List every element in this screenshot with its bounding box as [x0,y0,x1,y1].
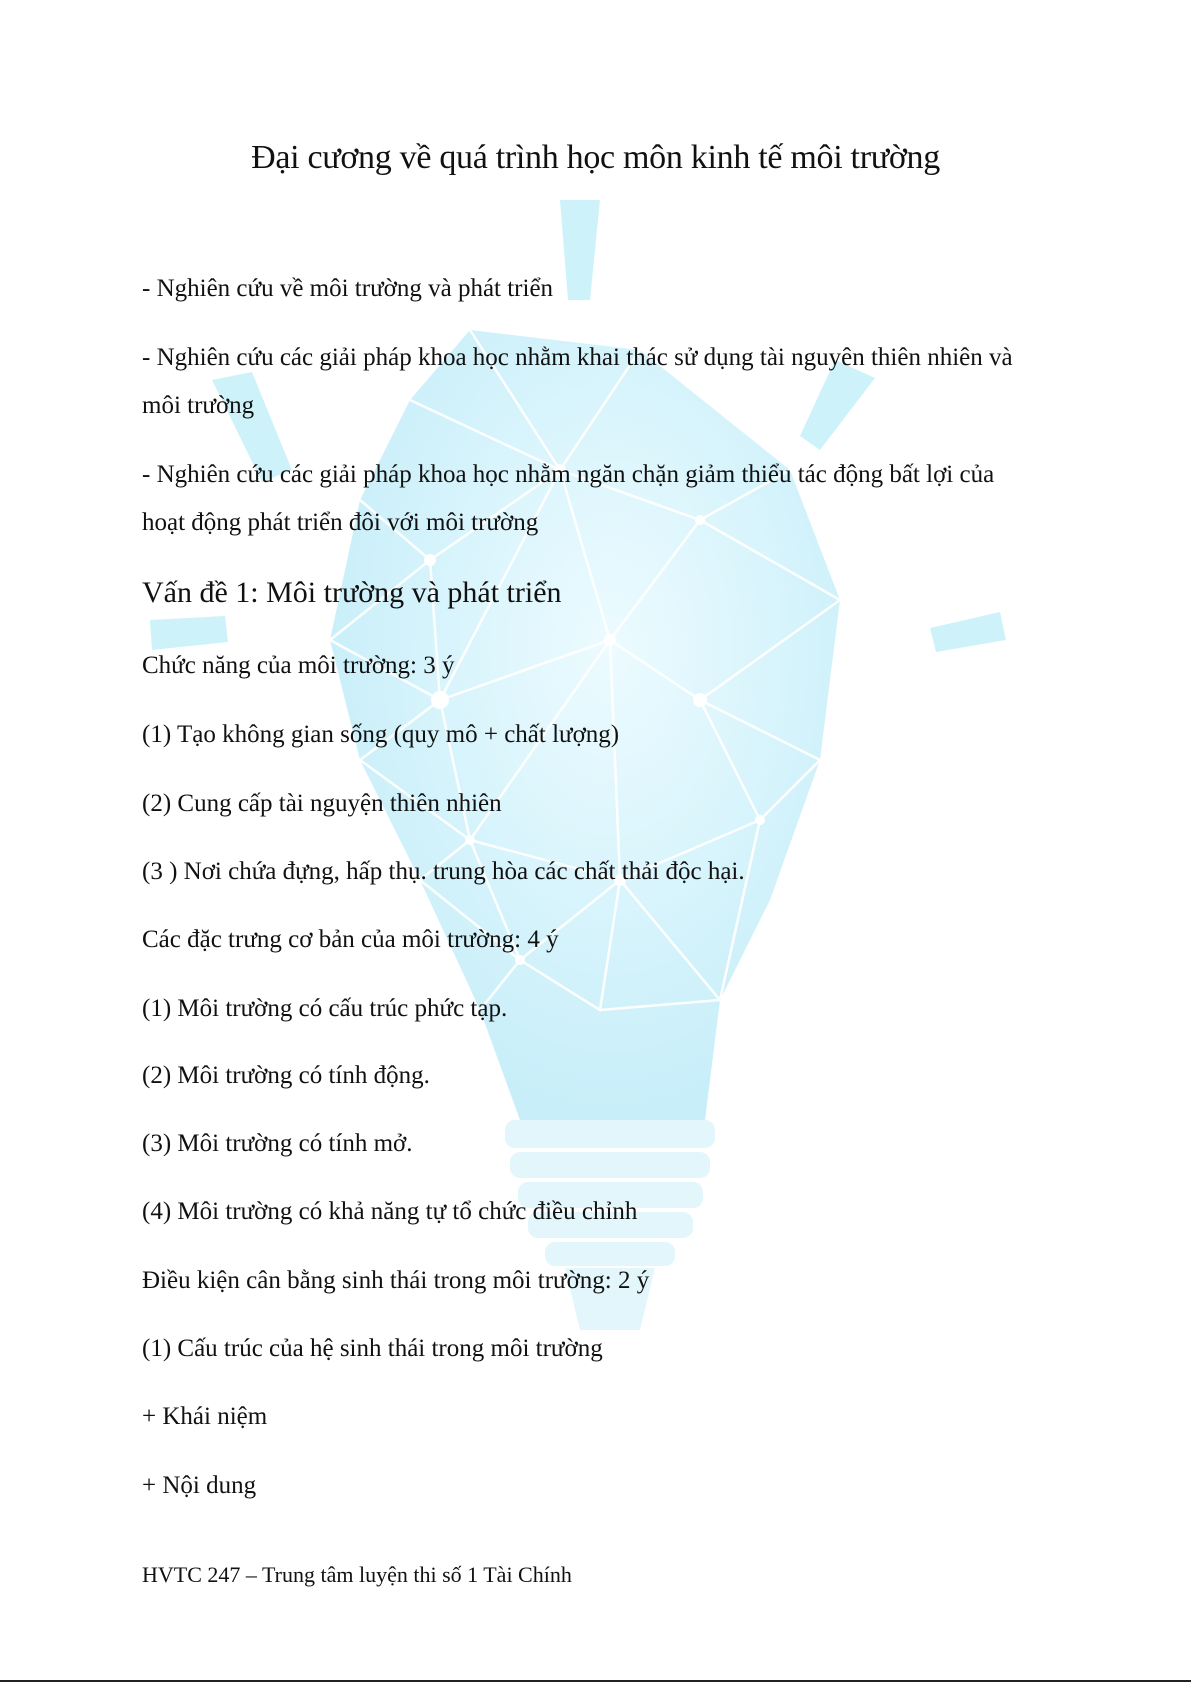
document-title: Đại cương về quá trình học môn kinh tế môi trường [251,139,940,176]
body-line-5: Các đặc trưng cơ bản của môi trường: 4 ý [142,926,559,953]
body-line-7: (2) Môi trường có tính động. [142,1062,430,1089]
page-footer: HVTC 247 – Trung tâm luyện thi số 1 Tài Chính [142,1562,572,1587]
body-line-12: + Khái niệm [142,1403,268,1430]
body-line-2: (1) Tạo không gian sống (quy mô + chất lượng) [142,721,620,748]
intro-item-1: - Nghiên cứu về môi trường và phát triển [142,275,554,302]
intro-item-2: - Nghiên cứu các giải pháp khoa học nhằm khai thác sử dụng tài nguyên thiên nhiên và môi trường [142,344,1013,419]
body-line-10: Điều kiện cân bằng sinh thái trong môi trường: 2 ý [142,1267,650,1294]
body-line-6: (1) Môi trường có cấu trúc phức tạp. [142,995,508,1022]
section-heading: Vấn đề 1: Môi trường và phát triển [142,576,562,609]
body-line-13: + Nội dung [142,1472,257,1499]
body-line-8: (3) Môi trường có tính mở. [142,1130,413,1157]
intro-item-3: - Nghiên cứu các giải pháp khoa học nhằm ngăn chặn giảm thiểu tác động bất lợi của hoạt động phát triển đôi với môi trường [142,461,995,536]
body-line-9: (4) Môi trường có khả năng tự tổ chức điều chỉnh [142,1198,638,1225]
body-line-1: Chức năng của môi trường: 3 ý [142,652,455,679]
body-line-4: (3 ) Nơi chứa đựng, hấp thụ. trung hòa các chất thải độc hại. [142,858,745,885]
body-line-11: (1) Cấu trúc của hệ sinh thái trong môi trường [142,1335,603,1362]
bottom-divider [0,1680,1191,1682]
body-line-3: (2) Cung cấp tài nguyện thiên nhiên [142,790,502,817]
